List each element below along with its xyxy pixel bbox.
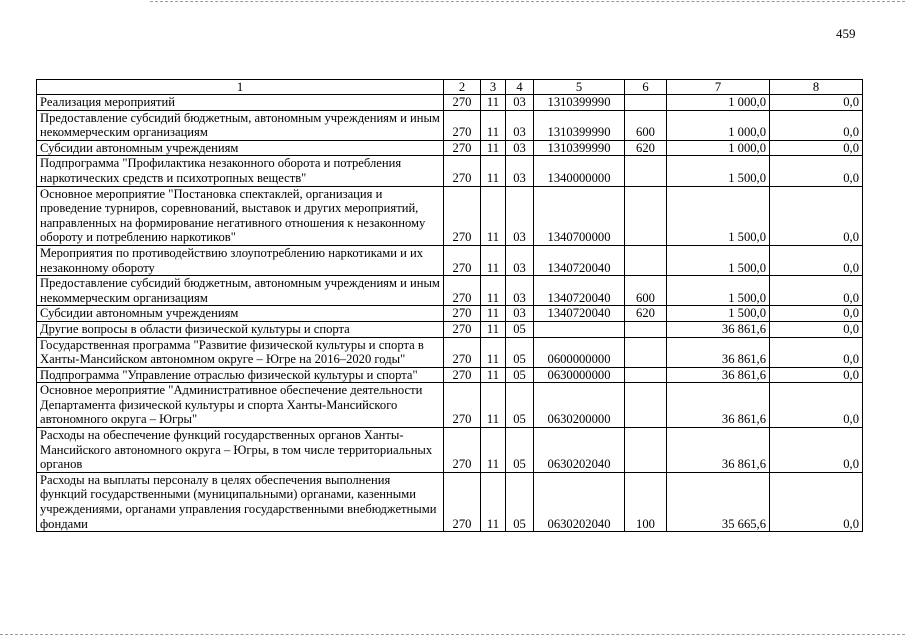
- row-code-cell: 270: [444, 186, 481, 245]
- row-name-cell: Субсидии автономным учреждениям: [37, 306, 444, 322]
- row-section-cell: 11: [481, 321, 506, 337]
- row-amount2-cell: 0,0: [770, 383, 863, 428]
- row-name-cell: Основное мероприятие "Административное обеспечение деятельности Департамента физической культуры и спорта Ханты-Мансийского автономного округа – Югры": [37, 383, 444, 428]
- table-row: [37, 156, 863, 186]
- row-type-cell: [625, 428, 667, 473]
- table-body: [37, 95, 863, 532]
- row-amount2-cell: 0,0: [770, 245, 863, 275]
- table-row: [37, 245, 863, 275]
- row-section-cell: 11: [481, 140, 506, 156]
- row-subsection-cell: 03: [506, 306, 534, 322]
- row-section-cell: 11: [481, 306, 506, 322]
- table-row: [37, 306, 863, 322]
- row-amount2-cell: 0,0: [770, 306, 863, 322]
- row-amount2-cell: 0,0: [770, 186, 863, 245]
- header-cell: 8: [770, 80, 863, 95]
- row-amount2-cell: 0,0: [770, 110, 863, 140]
- row-amount-cell: 1 500,0: [667, 156, 770, 186]
- row-amount2-cell: 0,0: [770, 337, 863, 367]
- row-section-cell: 11: [481, 245, 506, 275]
- row-name-cell: Предоставление субсидий бюджетным, автономным учреждениям и иным некоммерческим организациям: [37, 276, 444, 306]
- row-amount-cell: 36 861,6: [667, 321, 770, 337]
- table-row: [37, 110, 863, 140]
- row-type-cell: [625, 156, 667, 186]
- row-subsection-cell: 03: [506, 276, 534, 306]
- row-subsection-cell: 03: [506, 156, 534, 186]
- row-type-cell: [625, 95, 667, 111]
- row-code-cell: 270: [444, 156, 481, 186]
- top-edge-line: [150, 1, 905, 2]
- row-amount-cell: 35 665,6: [667, 472, 770, 531]
- row-name-cell: Государственная программа "Развитие физической культуры и спорта в Ханты-Мансийском автономном округе – Югре на 2016–2020 годы": [37, 337, 444, 367]
- row-subsection-cell: 03: [506, 186, 534, 245]
- row-target-cell: 0630202040: [534, 472, 625, 531]
- row-amount-cell: 1 500,0: [667, 306, 770, 322]
- row-subsection-cell: 05: [506, 383, 534, 428]
- row-target-cell: [534, 321, 625, 337]
- header-cell: 4: [506, 80, 534, 95]
- row-amount-cell: 36 861,6: [667, 428, 770, 473]
- row-target-cell: 1310399990: [534, 140, 625, 156]
- row-name-cell: Расходы на обеспечение функций государственных органов Ханты-Мансийского автономного округа – Югры, в том числе территориальных органов: [37, 428, 444, 473]
- row-type-cell: [625, 245, 667, 275]
- row-name-cell: Субсидии автономным учреждениям: [37, 140, 444, 156]
- row-code-cell: 270: [444, 383, 481, 428]
- row-subsection-cell: 05: [506, 321, 534, 337]
- row-code-cell: 270: [444, 276, 481, 306]
- row-amount-cell: 1 000,0: [667, 95, 770, 111]
- row-type-cell: 620: [625, 306, 667, 322]
- row-type-cell: 100: [625, 472, 667, 531]
- row-code-cell: 270: [444, 140, 481, 156]
- row-code-cell: 270: [444, 428, 481, 473]
- row-amount-cell: 36 861,6: [667, 383, 770, 428]
- row-target-cell: 1340000000: [534, 156, 625, 186]
- row-section-cell: 11: [481, 428, 506, 473]
- row-name-cell: Подпрограмма "Профилактика незаконного оборота и потребления наркотических средств и психотропных веществ": [37, 156, 444, 186]
- table-row: [37, 140, 863, 156]
- row-type-cell: 620: [625, 140, 667, 156]
- row-type-cell: [625, 367, 667, 383]
- row-target-cell: 1310399990: [534, 110, 625, 140]
- table-row: [37, 337, 863, 367]
- table-header-row: [37, 80, 863, 95]
- header-cell: 5: [534, 80, 625, 95]
- page-number: 459: [836, 26, 856, 41]
- row-code-cell: 270: [444, 472, 481, 531]
- row-code-cell: 270: [444, 321, 481, 337]
- bottom-edge-line: [0, 634, 905, 635]
- row-section-cell: 11: [481, 337, 506, 367]
- row-subsection-cell: 05: [506, 428, 534, 473]
- row-code-cell: 270: [444, 245, 481, 275]
- row-code-cell: 270: [444, 367, 481, 383]
- row-name-cell: Реализация мероприятий: [37, 95, 444, 111]
- header-cell: 1: [37, 80, 444, 95]
- header-cell: 3: [481, 80, 506, 95]
- table-row: [37, 95, 863, 111]
- table-row: [37, 186, 863, 245]
- row-type-cell: 600: [625, 110, 667, 140]
- row-subsection-cell: 05: [506, 472, 534, 531]
- table-row: [37, 321, 863, 337]
- row-target-cell: 0600000000: [534, 337, 625, 367]
- row-subsection-cell: 05: [506, 367, 534, 383]
- row-name-cell: Расходы на выплаты персоналу в целях обеспечения выполнения функций государственными (муниципальными) органами, казенными учреждениями, органами управления государственными внебюджетными фондами: [37, 472, 444, 531]
- row-amount2-cell: 0,0: [770, 367, 863, 383]
- row-section-cell: 11: [481, 383, 506, 428]
- row-type-cell: [625, 186, 667, 245]
- row-amount-cell: 36 861,6: [667, 337, 770, 367]
- row-subsection-cell: 03: [506, 95, 534, 111]
- row-subsection-cell: 05: [506, 337, 534, 367]
- row-code-cell: 270: [444, 95, 481, 111]
- row-target-cell: 0630200000: [534, 383, 625, 428]
- table-row: [37, 383, 863, 428]
- row-section-cell: 11: [481, 156, 506, 186]
- row-amount2-cell: 0,0: [770, 472, 863, 531]
- row-subsection-cell: 03: [506, 245, 534, 275]
- row-amount2-cell: 0,0: [770, 140, 863, 156]
- row-section-cell: 11: [481, 276, 506, 306]
- row-amount-cell: 1 000,0: [667, 140, 770, 156]
- row-section-cell: 11: [481, 472, 506, 531]
- row-amount2-cell: 0,0: [770, 428, 863, 473]
- table-row: [37, 472, 863, 531]
- row-amount2-cell: 0,0: [770, 321, 863, 337]
- row-name-cell: Мероприятия по противодействию злоупотреблению наркотиками и их незаконному обороту: [37, 245, 444, 275]
- row-type-cell: [625, 337, 667, 367]
- row-type-cell: 600: [625, 276, 667, 306]
- row-type-cell: [625, 383, 667, 428]
- header-cell: 2: [444, 80, 481, 95]
- row-section-cell: 11: [481, 95, 506, 111]
- header-cell: 6: [625, 80, 667, 95]
- row-target-cell: 1340720040: [534, 306, 625, 322]
- row-section-cell: 11: [481, 186, 506, 245]
- row-amount-cell: 36 861,6: [667, 367, 770, 383]
- row-amount-cell: 1 000,0: [667, 110, 770, 140]
- row-target-cell: 1340700000: [534, 186, 625, 245]
- row-target-cell: 0630202040: [534, 428, 625, 473]
- table-row: [37, 367, 863, 383]
- row-code-cell: 270: [444, 306, 481, 322]
- row-subsection-cell: 03: [506, 140, 534, 156]
- budget-table: [36, 79, 863, 532]
- table-row: [37, 276, 863, 306]
- row-code-cell: 270: [444, 110, 481, 140]
- row-name-cell: Другие вопросы в области физической культуры и спорта: [37, 321, 444, 337]
- row-amount-cell: 1 500,0: [667, 276, 770, 306]
- row-amount-cell: 1 500,0: [667, 245, 770, 275]
- row-target-cell: 0630000000: [534, 367, 625, 383]
- row-amount2-cell: 0,0: [770, 95, 863, 111]
- row-name-cell: Основное мероприятие "Постановка спектаклей, организация и проведение турниров, соревнований, выставок и других мероприятий, направленных на формирование негативного отношения к незаконному обороту и потреблению наркотиков": [37, 186, 444, 245]
- table-row: [37, 428, 863, 473]
- row-amount-cell: 1 500,0: [667, 186, 770, 245]
- row-name-cell: Подпрограмма "Управление отраслью физической культуры и спорта": [37, 367, 444, 383]
- row-target-cell: 1340720040: [534, 245, 625, 275]
- header-cell: 7: [667, 80, 770, 95]
- row-amount2-cell: 0,0: [770, 156, 863, 186]
- row-name-cell: Предоставление субсидий бюджетным, автономным учреждениям и иным некоммерческим организациям: [37, 110, 444, 140]
- row-target-cell: 1340720040: [534, 276, 625, 306]
- row-code-cell: 270: [444, 337, 481, 367]
- row-type-cell: [625, 321, 667, 337]
- row-section-cell: 11: [481, 110, 506, 140]
- row-section-cell: 11: [481, 367, 506, 383]
- row-subsection-cell: 03: [506, 110, 534, 140]
- row-amount2-cell: 0,0: [770, 276, 863, 306]
- row-target-cell: 1310399990: [534, 95, 625, 111]
